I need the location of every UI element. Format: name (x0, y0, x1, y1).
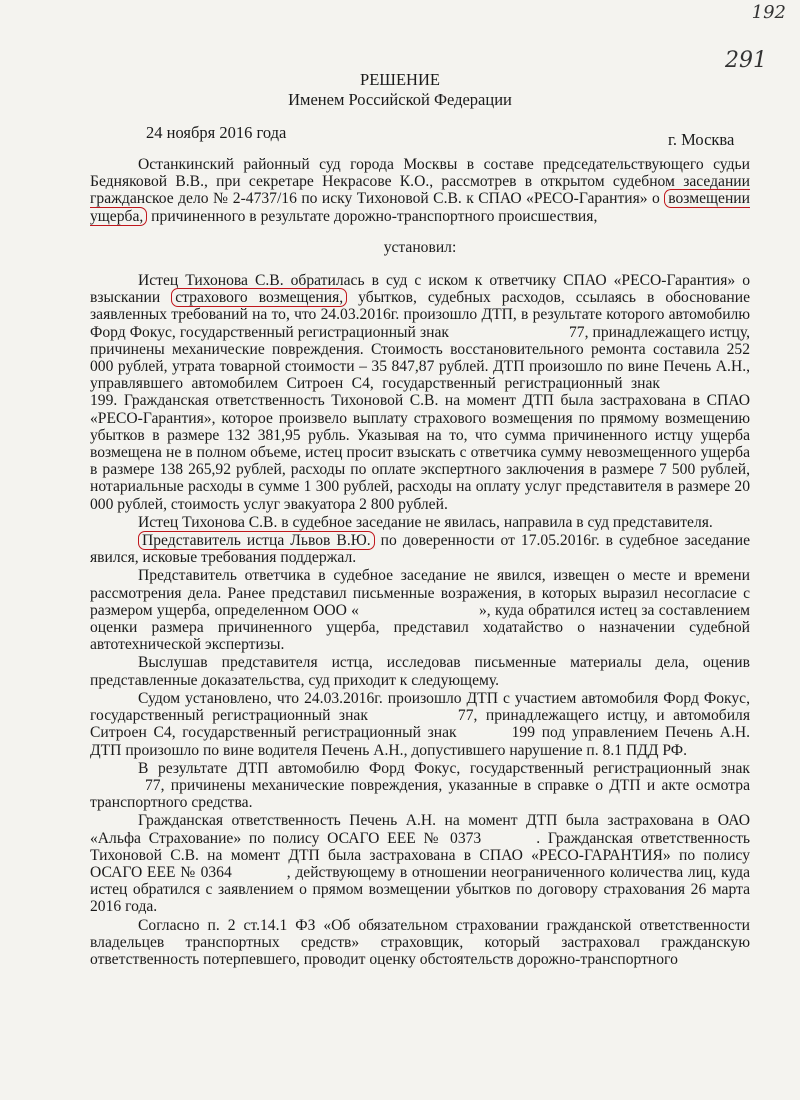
plaintiff-absence-paragraph: Истец Тихонова С.В. в судебное заседание не явилась, направила в суд представителя. (138, 513, 713, 531)
document-body (90, 156, 750, 968)
decision-date: 24 ноября 2016 года (146, 123, 287, 142)
representative-text: по доверенности от 17.05.2016г. в судебное заседание явился, исковые требования поддержал. (90, 532, 751, 567)
intro-paragraph (90, 156, 750, 225)
damage-text-b: 77, причинены механические повреждения, указанные в справке о ДТП и акте осмотра транспортного средства. (90, 776, 750, 812)
claim-text-c: 77, принадлежащего истцу, причинены механические повреждения. Стоимость восстановительного ремонта составила 252 000 рублей, утрата товарной стоимости – 35 847,87 рублей. ДТП произошло по вине Печень А.Н., управлявшего автомобилем Ситроен С4, государственный регистрационный знак (90, 323, 750, 393)
claim-text-a: Истец Тихонова С.В. обратилась в суд с иском к ответчику СПАО «РЕСО-Гарантия» о взыскании (90, 272, 750, 307)
damage-text-a: В результате ДТП автомобилю Форд Фокус, государственный регистрационный знак (138, 759, 750, 777)
established-heading: установил: (383, 238, 457, 256)
highlight-damage-compensation: возмещении ущерба, (90, 190, 750, 225)
document-subtitle: Именем Российской Федерации (288, 90, 512, 109)
document-title: РЕШЕНИЕ (360, 70, 440, 89)
court-considered-paragraph: Выслушав представителя истца, исследовав письменные материалы дела, оценив представленные доказательства, суд приходит к следующему. (90, 654, 750, 689)
court-established-paragraph (90, 690, 750, 759)
damage-paragraph (90, 760, 750, 812)
handwritten-page-number: 192 (751, 2, 786, 23)
claim-paragraph (90, 272, 750, 513)
liability-paragraph (90, 812, 750, 915)
highlight-representative: Представитель истца Львов В.Ю. (138, 531, 375, 550)
claim-text-d: 199. Гражданская ответственность Тихоновой С.В. на момент ДТП была застрахована в СПАО «РЕСО-Гарантия», которое произвело выплату страхового возмещения по прямому возмещению убытков в размере 132 381,95 рубль. Указывая на то, что сумма причиненного истцу ущерба возмещена не в полном объеме, истец просит взыскать с ответчика сумму невозмещенного ущерба в размере 138 265,92 рублей, расходы по оплате экспертного заключения в размере 7 500 рублей, нотариальные расходы в сумме 1 300 рублей, расходы на оплату услуг представителя в размере 20 000 рублей, стоимость услуг эвакуатора 2 800 рублей. (90, 392, 750, 513)
established-text-c: 199 под управлением Печень А.Н. ДТП произошло по вине водителя Печень А.Н., допустившего нарушение п. 8.1 ПДД РФ. (90, 724, 750, 759)
intro-text-a: Останкинский районный суд города Москвы в составе председательствующего судьи Бедняковой В.В., при секретаре Некрасове К.О., рассмотрев в открытом судебном заседании гражданское дело № 2-4737/16 по иску Тихоновой С.В. к СПАО «РЕСО-Гарантия» о (90, 156, 750, 208)
established-text-b: 77, принадлежащего истцу, и автомобиля Ситроен С4, государственный регистрационный знак (90, 707, 750, 742)
established-text-a: Судом установлено, что 24.03.2016г. произошло ДТП с участием автомобиля Форд Фокус, государственный регистрационный знак (90, 689, 750, 725)
intro-text-b: причиненного в результате дорожно-транспортного происшествия, (147, 207, 598, 225)
claim-text-b: убытков, судебных расходов, ссылаясь в обоснование заявленных требований на то, что 24.03.2016г. произошло ДТП, в результате которого автомобилю Форд Фокус, государственный регистрационный знак (90, 289, 750, 341)
law-paragraph: Согласно п. 2 ст.14.1 ФЗ «Об обязательном страховании гражданской ответственности владельцев транспортных средств» страховщик, который застраховал гражданскую ответственность потерпевшего, проводит оценку обстоятельств дорожно-транспортного (90, 916, 750, 968)
representative-paragraph (90, 532, 750, 566)
defendant-text-b: », куда обратился истец за составлением оценки размера причиненного ущерба, представил ходатайство о назначении судебной автотехнической экспертизы. (90, 601, 750, 654)
highlight-insurance-compensation: страхового возмещения, (171, 288, 347, 307)
liability-text-c: , действующему в отношении неограниченного количества лиц, куда истец обратился с заявлением о прямом возмещении убытков по договору страхования 26 марта 2016 года. (90, 863, 751, 916)
liability-text-a: Гражданская ответственность Печень А.Н. на момент ДТП была застрахована в ОАО «Альфа Страхование» по полису ОСАГО ЕЕЕ № 0373 (90, 812, 750, 847)
defendant-paragraph (90, 567, 750, 653)
decision-city: г. Москва (668, 130, 735, 149)
liability-text-b: . Гражданская ответственность Тихоновой С.В. на момент ДТП была застрахована в СПАО «РЕСО-ГАРАНТИЯ» по полису ОСАГО ЕЕЕ № 0364 (90, 829, 750, 881)
handwritten-sheet-number: 291 (725, 48, 767, 73)
defendant-text-a: Представитель ответчика в судебное заседание не явился, извещен о месте и времени рассмотрения дела. Ранее представил письменные возражения, в которых выразил несогласие с размером ущерба, определенном ООО « (90, 567, 750, 619)
